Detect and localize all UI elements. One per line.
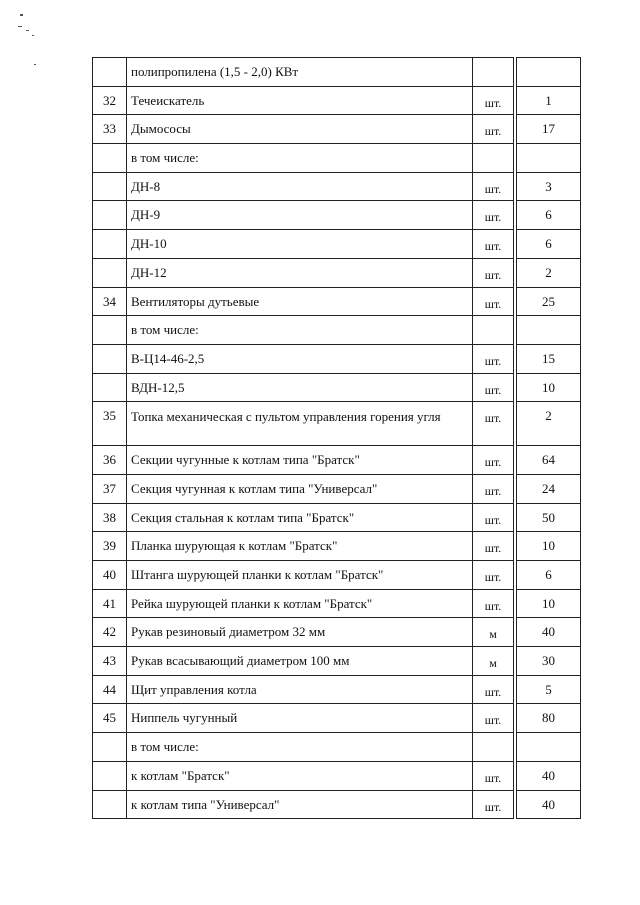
quantity-cell xyxy=(517,58,581,87)
item-name-cell: Планка шурующая к котлам "Братск" xyxy=(127,532,473,561)
row-number-cell xyxy=(93,172,127,201)
table-row xyxy=(93,172,581,201)
quantity-cell: 80 xyxy=(517,704,581,733)
item-name-cell: Ниппель чугунный xyxy=(127,704,473,733)
row-number-cell: 43 xyxy=(93,647,127,676)
unit-cell xyxy=(473,144,514,173)
quantity-cell: 24 xyxy=(517,474,581,503)
row-number-cell xyxy=(93,58,127,87)
row-number-cell xyxy=(93,373,127,402)
quantity-cell: 10 xyxy=(517,589,581,618)
row-number-cell: 39 xyxy=(93,532,127,561)
item-name-cell: Рукав всасывающий диаметром 100 мм xyxy=(127,647,473,676)
item-name-cell: Щит управления котла xyxy=(127,675,473,704)
row-number-cell xyxy=(93,344,127,373)
table-row xyxy=(93,532,581,561)
table-row xyxy=(93,58,581,87)
quantity-cell: 17 xyxy=(517,115,581,144)
row-number-cell: 42 xyxy=(93,618,127,647)
unit-cell: шт. xyxy=(473,446,514,475)
table-row xyxy=(93,287,581,316)
table-row xyxy=(93,675,581,704)
table-row xyxy=(93,115,581,144)
row-number-cell xyxy=(93,316,127,345)
item-name-cell: Рейка шурующей планки к котлам "Братск" xyxy=(127,589,473,618)
item-name-cell: к котлам "Братск" xyxy=(127,761,473,790)
row-number-cell xyxy=(93,230,127,259)
quantity-cell: 6 xyxy=(517,201,581,230)
table-row xyxy=(93,344,581,373)
table-row xyxy=(93,86,581,115)
item-name-cell: Секция стальная к котлам типа "Братск" xyxy=(127,503,473,532)
item-name-cell: В-Ц14-46-2,5 xyxy=(127,344,473,373)
quantity-cell: 6 xyxy=(517,230,581,259)
unit-cell: шт. xyxy=(473,344,514,373)
quantity-cell: 2 xyxy=(517,402,581,446)
table-row xyxy=(93,561,581,590)
quantity-cell: 5 xyxy=(517,675,581,704)
item-name-cell: Секции чугунные к котлам типа "Братск" xyxy=(127,446,473,475)
row-number-cell: 45 xyxy=(93,704,127,733)
quantity-cell: 40 xyxy=(517,618,581,647)
quantity-cell: 30 xyxy=(517,647,581,676)
unit-cell: шт. xyxy=(473,532,514,561)
row-number-cell xyxy=(93,761,127,790)
row-number-cell: 35 xyxy=(93,402,127,446)
equipment-table xyxy=(92,57,581,819)
item-name-cell: к котлам типа "Универсал" xyxy=(127,790,473,819)
row-number-cell xyxy=(93,790,127,819)
item-name-cell: ДН-8 xyxy=(127,172,473,201)
quantity-cell: 64 xyxy=(517,446,581,475)
unit-cell: шт. xyxy=(473,589,514,618)
row-number-cell: 33 xyxy=(93,115,127,144)
table-row xyxy=(93,316,581,345)
unit-cell xyxy=(473,733,514,762)
row-number-cell: 32 xyxy=(93,86,127,115)
table-row xyxy=(93,373,581,402)
item-name-cell: Вентиляторы дутьевые xyxy=(127,287,473,316)
unit-cell: шт. xyxy=(473,704,514,733)
table-row xyxy=(93,589,581,618)
unit-cell: шт. xyxy=(473,287,514,316)
row-number-cell xyxy=(93,201,127,230)
item-name-cell: ДН-12 xyxy=(127,258,473,287)
table-row xyxy=(93,144,581,173)
unit-cell: шт. xyxy=(473,790,514,819)
unit-cell: м xyxy=(473,647,514,676)
table-row xyxy=(93,201,581,230)
unit-cell: шт. xyxy=(473,201,514,230)
quantity-cell: 40 xyxy=(517,761,581,790)
row-number-cell xyxy=(93,144,127,173)
unit-cell: м xyxy=(473,618,514,647)
table-row xyxy=(93,647,581,676)
unit-cell xyxy=(473,58,514,87)
quantity-cell xyxy=(517,316,581,345)
quantity-cell: 1 xyxy=(517,86,581,115)
table-row xyxy=(93,230,581,259)
table-row xyxy=(93,704,581,733)
table-body xyxy=(93,58,581,819)
table-row xyxy=(93,446,581,475)
row-number-cell: 34 xyxy=(93,287,127,316)
quantity-cell: 25 xyxy=(517,287,581,316)
unit-cell: шт. xyxy=(473,474,514,503)
unit-cell: шт. xyxy=(473,172,514,201)
quantity-cell xyxy=(517,733,581,762)
unit-cell: шт. xyxy=(473,115,514,144)
quantity-cell: 6 xyxy=(517,561,581,590)
unit-cell: шт. xyxy=(473,230,514,259)
unit-cell xyxy=(473,316,514,345)
unit-cell: шт. xyxy=(473,761,514,790)
row-number-cell: 41 xyxy=(93,589,127,618)
quantity-cell xyxy=(517,144,581,173)
item-name-cell: Рукав резиновый диаметром 32 мм xyxy=(127,618,473,647)
row-number-cell xyxy=(93,733,127,762)
table-row xyxy=(93,761,581,790)
item-name-cell: полипропилена (1,5 - 2,0) КВт xyxy=(127,58,473,87)
item-name-cell: Топка механическая с пультом управления горения угля xyxy=(127,402,473,446)
item-name-cell: в том числе: xyxy=(127,316,473,345)
quantity-cell: 15 xyxy=(517,344,581,373)
unit-cell: шт. xyxy=(473,402,514,446)
unit-cell: шт. xyxy=(473,258,514,287)
item-name-cell: Дымососы xyxy=(127,115,473,144)
quantity-cell: 10 xyxy=(517,373,581,402)
table-row xyxy=(93,618,581,647)
row-number-cell: 38 xyxy=(93,503,127,532)
table-row xyxy=(93,733,581,762)
row-number-cell: 40 xyxy=(93,561,127,590)
quantity-cell: 2 xyxy=(517,258,581,287)
table-row xyxy=(93,402,581,446)
table-row xyxy=(93,258,581,287)
item-name-cell: в том числе: xyxy=(127,733,473,762)
scan-artifact-marks xyxy=(18,12,48,72)
quantity-cell: 40 xyxy=(517,790,581,819)
unit-cell: шт. xyxy=(473,561,514,590)
item-name-cell: Секция чугунная к котлам типа "Универсал" xyxy=(127,474,473,503)
item-name-cell: в том числе: xyxy=(127,144,473,173)
quantity-cell: 10 xyxy=(517,532,581,561)
quantity-cell: 50 xyxy=(517,503,581,532)
unit-cell: шт. xyxy=(473,503,514,532)
unit-cell: шт. xyxy=(473,373,514,402)
item-name-cell: ВДН-12,5 xyxy=(127,373,473,402)
table-row xyxy=(93,503,581,532)
item-name-cell: Штанга шурующей планки к котлам "Братск" xyxy=(127,561,473,590)
quantity-cell: 3 xyxy=(517,172,581,201)
item-name-cell: Течеискатель xyxy=(127,86,473,115)
row-number-cell: 44 xyxy=(93,675,127,704)
item-name-cell: ДН-9 xyxy=(127,201,473,230)
row-number-cell: 37 xyxy=(93,474,127,503)
table-row xyxy=(93,790,581,819)
table-row xyxy=(93,474,581,503)
row-number-cell: 36 xyxy=(93,446,127,475)
unit-cell: шт. xyxy=(473,675,514,704)
row-number-cell xyxy=(93,258,127,287)
unit-cell: шт. xyxy=(473,86,514,115)
item-name-cell: ДН-10 xyxy=(127,230,473,259)
